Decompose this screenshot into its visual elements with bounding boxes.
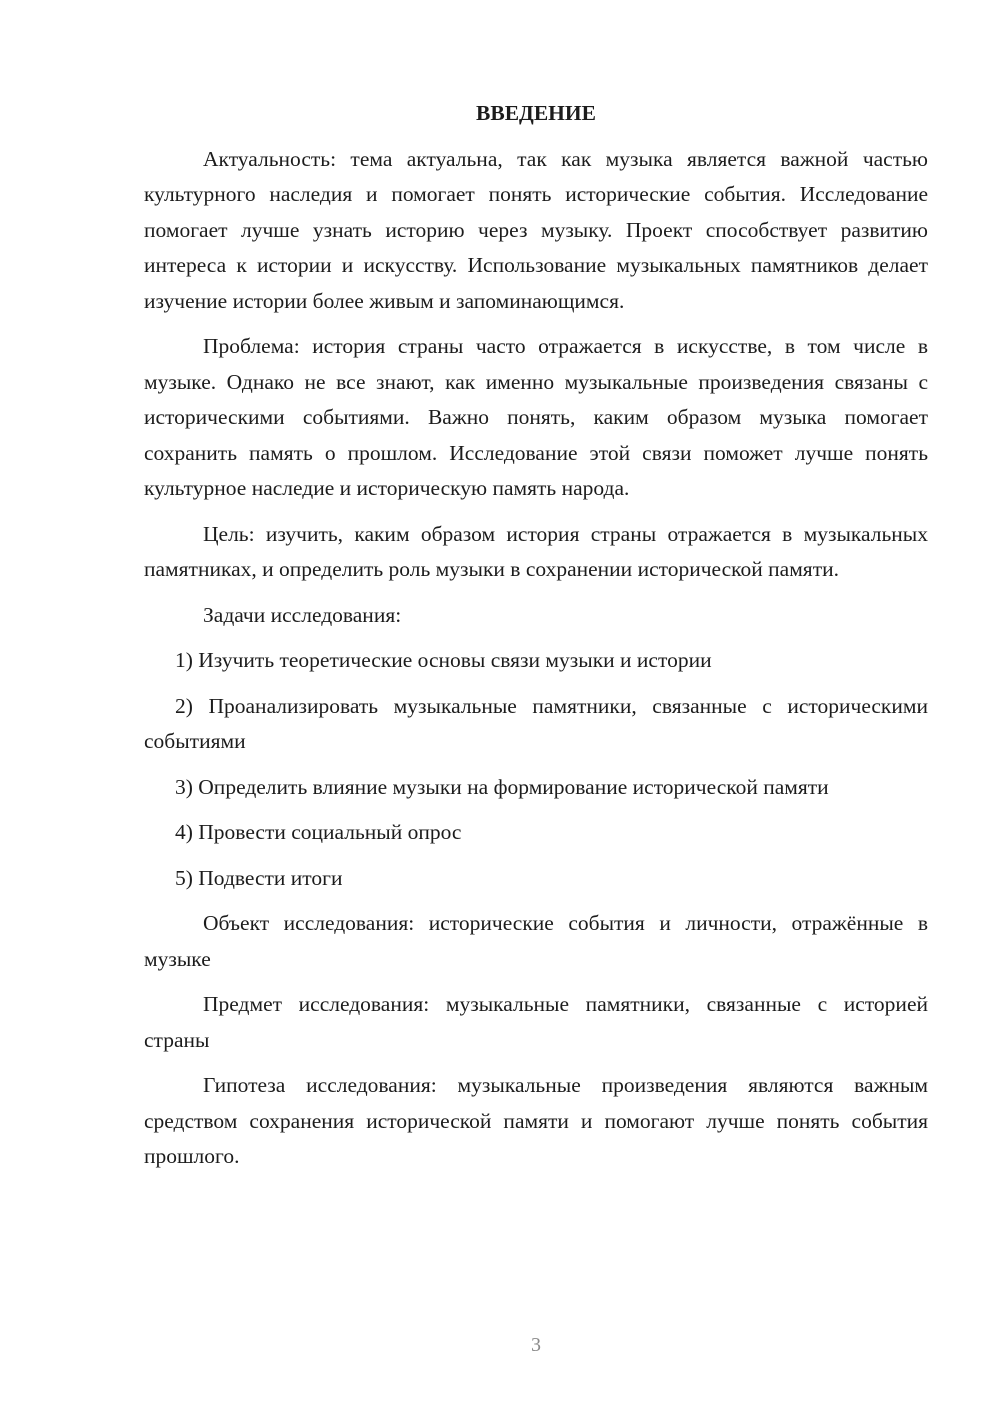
task-item: 5) Подвести итоги [175,865,343,890]
hypothesis-paragraph: Гипотеза исследования: музыкальные произведения являются важным средством сохранения исторической памяти и помогают лучше понять события прошлого. [144,1073,928,1168]
task-item: 1) Изучить теоретические основы связи музыки и истории [175,648,712,672]
task-item: 2) Проанализировать музыкальные памятники, связанные с историческими событиями [144,693,928,753]
page-content [144,96,928,1185]
subject-paragraph: Предмет исследования: музыкальные памятники, связанные с историей страны [144,992,928,1052]
tasks-heading: Задачи исследования: [203,602,402,627]
task-item: 4) Провести социальный опрос [175,820,462,844]
goal-paragraph: Цель: изучить, каким образом история страны отражается в музыкальных памятниках, и определить роль музыки в сохранении исторической памяти. [144,521,928,581]
task-item: 3) Определить влияние музыки на формирование исторической памяти [175,774,829,799]
object-paragraph: Объект исследования: исторические события и личности, отражённые в музыке [144,911,928,971]
problem-paragraph: Проблема: история страны часто отражается в искусстве, в том числе в музыке. Однако не все знают, как именно музыкальные произведения связаны с историческими событиями. Важно понять, каким образом музыка помогает сохранить память о прошлом. Исследование этой связи поможет лучше понять культурное наследие и историческую память народа. [144,334,928,500]
relevance-paragraph: Актуальность: тема актуальна, так как музыка является важной частью культурного наследия и помогает понять исторические события. Исследование помогает лучше узнать историю через музыку. Проект способствует развитию интереса к истории и искусству. Использование музыкальных памятников делает изучение истории более живым и запоминающимся. [144,146,928,313]
page-title: ВВЕДЕНИЕ [476,101,596,125]
page-number: 3 [531,1334,541,1356]
